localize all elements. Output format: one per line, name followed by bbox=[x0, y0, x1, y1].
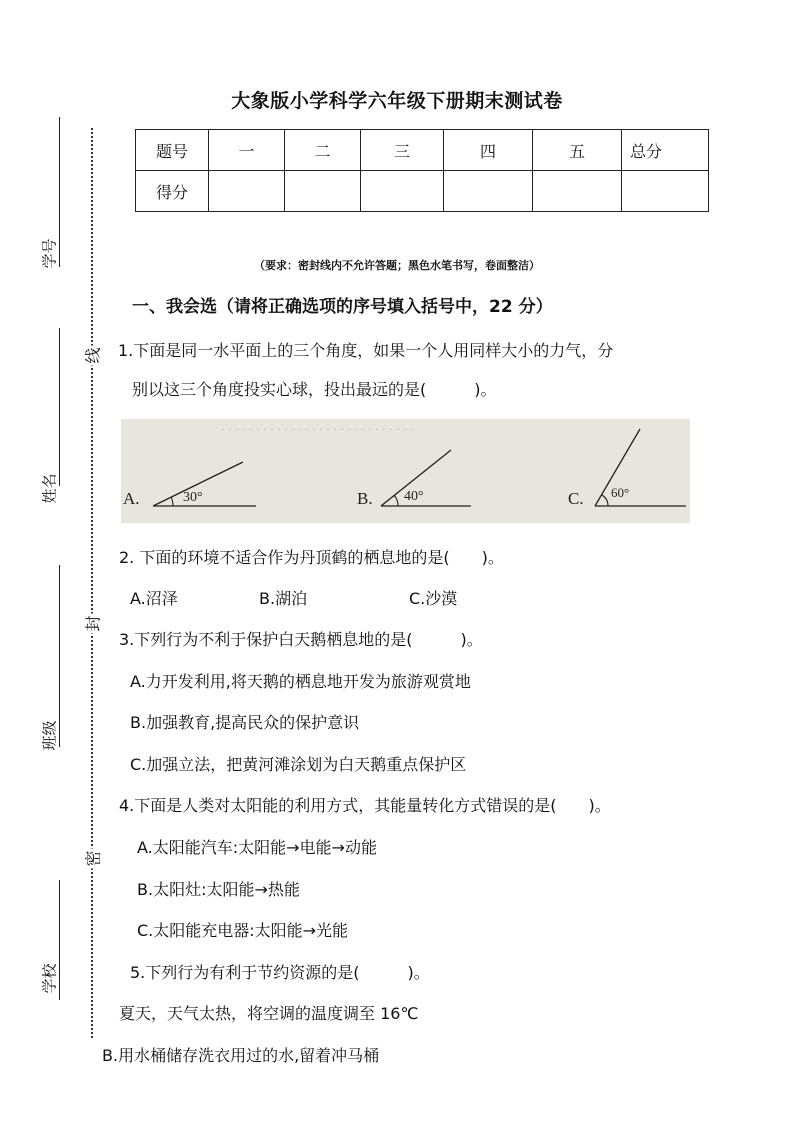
q5-option-a: 夏天，天气太热，将空调的温度调至 16℃ bbox=[119, 1004, 419, 1023]
margin-line-2 bbox=[59, 328, 60, 486]
q4-option-c: C.太阳能充电器:太阳能→光能 bbox=[137, 921, 349, 940]
score-cell[interactable] bbox=[209, 171, 285, 212]
q4-option-a: A.太阳能汽车:太阳能→电能→动能 bbox=[137, 838, 377, 857]
angle-c-arc bbox=[602, 495, 608, 506]
score-row-label: 得分 bbox=[136, 171, 209, 212]
score-value-row bbox=[136, 171, 709, 212]
fig-label-b: B. bbox=[357, 489, 373, 508]
seal-char-seal: 封 bbox=[81, 614, 104, 634]
header-cell: 二 bbox=[285, 130, 361, 171]
page-title: 大象版小学科学六年级下册期末测试卷 bbox=[231, 90, 563, 112]
angle-figure bbox=[121, 419, 690, 523]
margin-line-4 bbox=[59, 880, 60, 1000]
header-cell: 五 bbox=[533, 130, 622, 171]
class-label: 班级 bbox=[40, 720, 59, 751]
q3-option-b: B.加强教育,提高民众的保护意识 bbox=[130, 713, 360, 732]
score-cell[interactable] bbox=[622, 171, 709, 212]
fig-angle-a: 30° bbox=[183, 490, 203, 505]
margin-line-3 bbox=[59, 565, 60, 747]
header-cell: 三 bbox=[361, 130, 444, 171]
fig-label-c: C. bbox=[568, 489, 584, 508]
q3-option-c: C.加强立法，把黄河滩涂划为白天鹅重点保护区 bbox=[130, 755, 467, 774]
q3-stem: 3.下列行为不利于保护白天鹅栖息地的是( )。 bbox=[119, 630, 483, 649]
q2-option-b: B.湖泊 bbox=[259, 589, 308, 608]
angle-a-arc bbox=[171, 497, 173, 506]
q1-line1: 1.下面是同一水平面上的三个角度，如果一个人用同样大小的力气，分 bbox=[118, 341, 614, 360]
q2-option-a: A.沼泽 bbox=[130, 589, 178, 608]
q2-option-c: C.沙漠 bbox=[409, 589, 458, 608]
score-cell[interactable] bbox=[361, 171, 444, 212]
q1-line2: 别以这三个角度投实心球，投出最远的是( )。 bbox=[132, 380, 497, 399]
header-cell: 一 bbox=[209, 130, 285, 171]
header-cell: 题号 bbox=[136, 130, 209, 171]
header-cell: 四 bbox=[444, 130, 533, 171]
fig-angle-b: 40° bbox=[404, 489, 424, 504]
q3-option-a: A.力开发利用,将天鹅的栖息地开发为旅游观赏地 bbox=[130, 672, 471, 691]
angle-b-arc bbox=[394, 495, 398, 506]
margin-line-1 bbox=[59, 117, 60, 267]
score-cell[interactable] bbox=[285, 171, 361, 212]
q4-stem: 4.下面是人类对太阳能的利用方式，其能量转化方式错误的是( )。 bbox=[119, 796, 611, 815]
fig-angle-c: 60° bbox=[611, 485, 630, 500]
section-heading: 一、我会选（请将正确选项的序号填入括号中，22 分） bbox=[132, 297, 553, 317]
school-label: 学校 bbox=[40, 963, 59, 994]
student-id-label: 学号 bbox=[40, 238, 59, 269]
q4-option-b: B.太阳灶:太阳能→热能 bbox=[137, 880, 300, 899]
score-table bbox=[135, 129, 709, 212]
seal-char-line: 线 bbox=[81, 346, 104, 366]
header-cell: 总分 bbox=[622, 130, 709, 171]
score-cell[interactable] bbox=[444, 171, 533, 212]
q5-stem: 5.下列行为有利于节约资源的是( )。 bbox=[130, 963, 430, 982]
bg-texture: · · · · · · · · · · · · · · · · · · · · · · · · · · · · bbox=[221, 422, 414, 436]
score-cell[interactable] bbox=[533, 171, 622, 212]
name-label: 姓名 bbox=[40, 473, 59, 504]
seal-char-secret: 密 bbox=[81, 849, 104, 869]
q5-option-b: B.用水桶储存洗衣用过的水,留着冲马桶 bbox=[102, 1046, 380, 1065]
angle-figure-svg bbox=[121, 419, 690, 523]
requirements-note: （要求：密封线内不允许答题；黑色水笔书写，卷面整洁） bbox=[254, 259, 540, 272]
score-header-row bbox=[136, 130, 709, 171]
q2-stem: 2. 下面的环境不适合作为丹顶鹤的栖息地的是( )。 bbox=[119, 548, 504, 567]
fig-label-a: A. bbox=[123, 489, 140, 508]
